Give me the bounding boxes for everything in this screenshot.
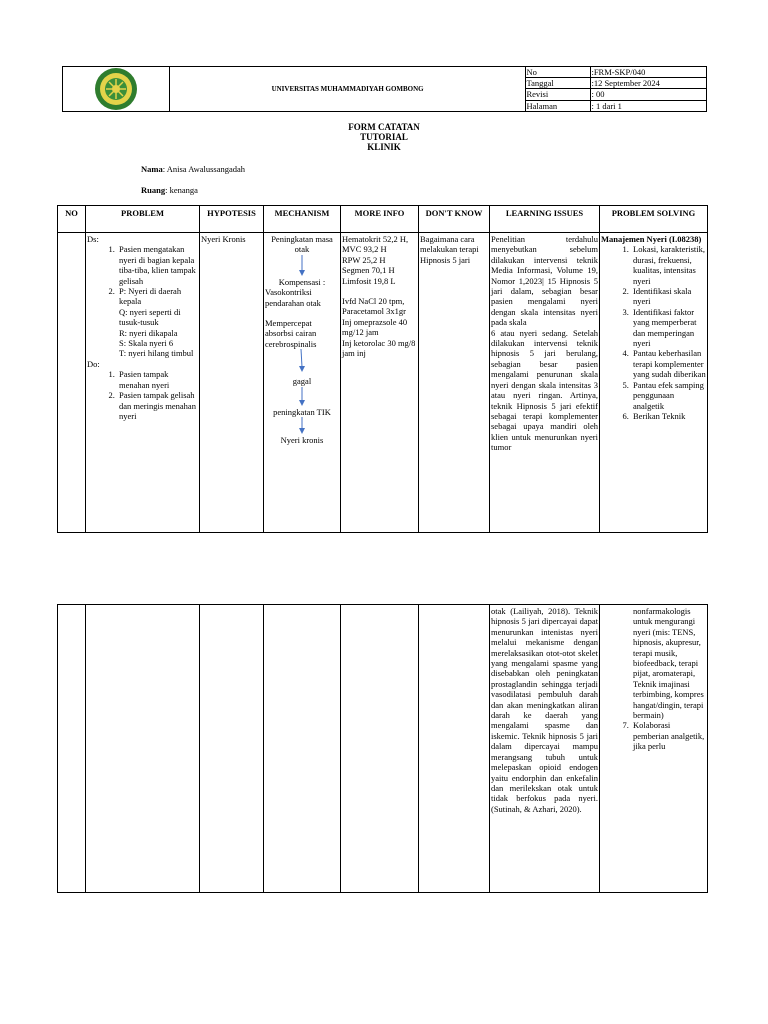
list-item: 3. Identifikasi faktor yang memperberat dan memperingan nyeri: [631, 307, 706, 349]
ds-list: [87, 244, 198, 358]
problem-cell: [86, 605, 200, 893]
dont-know-cell: Bagaimana cara melakukan terapi Hipnosis 5 jari: [419, 233, 490, 533]
university-logo-icon: [94, 67, 138, 111]
more-info-line: Ivfd NaCl 20 tpm,: [342, 296, 405, 307]
list-item: 5. Pantau efek samping penggunaan analgetik: [631, 380, 706, 411]
meta-value: :FRM-SKP/040: [591, 67, 706, 78]
problem-cell: [86, 233, 200, 533]
meta-table: [526, 67, 706, 111]
col-learning-issues: LEARNING ISSUES: [490, 206, 600, 233]
document-header: [62, 66, 707, 112]
arrow-down-icon: [297, 417, 307, 435]
meta-cell: [526, 67, 707, 112]
more-info-cell: [341, 233, 419, 533]
col-dont-know: DON'T KNOW: [419, 206, 490, 233]
ruang-line: [141, 185, 198, 195]
mechanism-cell: [264, 605, 341, 893]
problem-solving-cell: [600, 233, 708, 533]
list-item: 1. Pasien mengatakan nyeri di bagian kepala tiba-tiba, klien tampak gelisah: [117, 244, 198, 286]
meta-value: : 00: [591, 89, 706, 100]
hypotesis-cell: Nyeri Kronis: [200, 233, 264, 533]
tutorial-table: [57, 205, 708, 533]
more-info-line: Inj ketorolac 30 mg/8 jam inj: [342, 337, 416, 359]
do-list: [87, 369, 198, 421]
meta-row: [526, 67, 706, 78]
arrow-down-icon: [297, 349, 307, 373]
no-cell: [58, 605, 86, 893]
logo-cell: [63, 67, 170, 112]
dont-know-cell: [419, 605, 490, 893]
mechanism-step: Mempercepat absorbsi cairan cerebrospinalis: [265, 318, 317, 349]
more-info-line: Paracetamol 3x1gr: [342, 306, 406, 317]
list-item: 1. Lokasi, karakteristik, durasi, frekuensi, kualitas, intensitas nyeri: [631, 244, 706, 286]
meta-label: Halaman: [526, 100, 591, 111]
table-header-row: [58, 206, 708, 233]
learning-text: 6 atau nyeri sedang. Setelah dilakukan intervensi teknik hipnosis 5 jari berulang, sebagian besar pasien mengalami penurunan skala nyeri dengan skala intensitas 3 atau nyeri ringan. Artinya, teknik Hipnosis 5 jari efektif sebagai terapi komplementer sebagai upaya mandiri oleh klien untuk menurunkan nyeri tumor: [491, 327, 598, 453]
university-name: UNIVERSITAS MUHAMMADIYAH GOMBONG: [271, 85, 424, 93]
more-info-line: MVC 93,2 H: [342, 244, 387, 255]
more-info-cell: [341, 605, 419, 893]
mechanism-step: Peningkatan masa otak: [271, 234, 333, 255]
mechanism-step: Kompensasi :: [278, 276, 326, 287]
col-problem: PROBLEM: [86, 206, 200, 233]
more-info-line: Hematokrit 52,2 H,: [342, 234, 409, 244]
arrow-down-icon: [297, 255, 307, 277]
table-row: [58, 233, 708, 533]
list-item: 7. Kolaborasi pemberian analgetik, jika perlu: [631, 720, 706, 751]
learning-issues-cell: otak (Lailiyah, 2018). Teknik hipnosis 5 jari dipercayai dapat menurunkan intenistas nyeri melalui mekanisme dengan merelaksasikan otot-otot skelet yang mengalami spasme yang disebabkan oleh peningkatan prostaglandin sehingga terjadi vasodilatasi pembuluh darah dan akan meningkatkan aliran darah ke daerah yang mengalami spasme dan iskemic. Teknik hipnosis 5 jari dalam dipercayai mampu merangsang tubuh untuk melepaskan opioid endogen yaitu endorphin dan enkefalin dan merilekskan otak untuk tidak berfokus pada nyeri. (Sutinah, & Azhari, 2020).: [490, 605, 600, 893]
solving-title: Manajemen Nyeri (I.08238): [601, 234, 702, 244]
form-title-line: KLINIK: [367, 142, 401, 152]
nama-value: : Anisa Awalussangadah: [162, 164, 246, 174]
arrow-down-icon: [297, 387, 307, 407]
meta-value: : 1 dari 1: [591, 100, 706, 111]
list-item: 1. Pasien tampak menahan nyeri: [117, 369, 198, 390]
form-title-line: TUTORIAL: [360, 132, 408, 142]
mechanism-step: gagal: [292, 376, 312, 387]
meta-row: [526, 100, 706, 111]
list-item: 2. P: Nyeri di daerah kepala Q: nyeri seperti di tusuk-tusuk R: nyeri dikapala S: Skala nyeri 6 T: nyeri hilang timbul: [117, 286, 198, 359]
form-title-line: FORM CATATAN: [348, 122, 420, 132]
more-info-line: Segmen 70,1 H: [342, 265, 395, 276]
meta-label: Tanggal: [526, 78, 591, 89]
meta-label: Revisi: [526, 89, 591, 100]
solving-list: [601, 720, 706, 751]
tutorial-table-continued: [57, 604, 708, 893]
table-row: [58, 605, 708, 893]
form-title: [284, 122, 484, 152]
no-cell: [58, 233, 86, 533]
meta-row: [526, 89, 706, 100]
problem-solving-cell: [600, 605, 708, 893]
solving-list: [601, 244, 706, 421]
learning-issues-cell: [490, 233, 600, 533]
ds-label: Ds:: [87, 234, 99, 244]
ruang-label: Ruang: [141, 185, 166, 195]
university-name-cell: [169, 67, 526, 112]
solving-continuation: nonfarmakologis untuk mengurangi nyeri (mis: TENS, hipnosis, akupresur, terapi musik, biofeedback, terapi pijat, aromaterapi, Teknik imajinasi terbimbing, kompres hangat/dingin, terapi bermain): [633, 606, 704, 721]
nama-label: Nama: [141, 164, 163, 174]
col-more-info: MORE INFO: [341, 206, 419, 233]
do-label: Do:: [87, 358, 100, 369]
col-hypotesis: HYPOTESIS: [200, 206, 264, 233]
meta-value: :12 September 2024: [591, 78, 706, 89]
nama-line: [141, 164, 245, 174]
more-info-line: RPW 25,2 H: [342, 254, 386, 265]
more-info-line: Limfosit 19,8 L: [342, 275, 396, 286]
mechanism-step: Vasokontriksi pendarahan otak: [265, 287, 321, 308]
mechanism-step: peningkatan TIK: [273, 406, 331, 417]
col-problem-solving: PROBLEM SOLVING: [600, 206, 708, 233]
learning-text: Penelitian terdahulu menyebutkan sebelum dilakukan intervensi teknik Media Informasi, Volume 19, Nomor 1,2023| 15 Hipnosis 5 jari dalam, sebagian besar pasien mengalami nyeri dengan skala intensitas nyeri pada skala: [491, 234, 598, 328]
list-item: 2. Pasien tampak gelisah dan meringis menahan nyeri: [117, 390, 198, 421]
list-item: 2. Identifikasi skala nyeri: [631, 286, 706, 307]
col-mechanism: MECHANISM: [264, 206, 341, 233]
hypotesis-cell: [200, 605, 264, 893]
mechanism-step: Nyeri kronis: [280, 435, 324, 446]
list-item: 6. Berikan Teknik: [631, 411, 706, 421]
meta-row: [526, 78, 706, 89]
ruang-value: : kenanga: [165, 185, 198, 195]
more-info-line: Inj omeprazsole 40 mg/12 jam: [342, 316, 408, 338]
more-info-line: [342, 286, 417, 296]
col-no: NO: [58, 206, 86, 233]
meta-label: No: [526, 67, 591, 78]
list-item: 4. Pantau keberhasilan terapi komplementer yang sudah diberikan: [631, 348, 706, 379]
mechanism-cell: [264, 233, 341, 533]
